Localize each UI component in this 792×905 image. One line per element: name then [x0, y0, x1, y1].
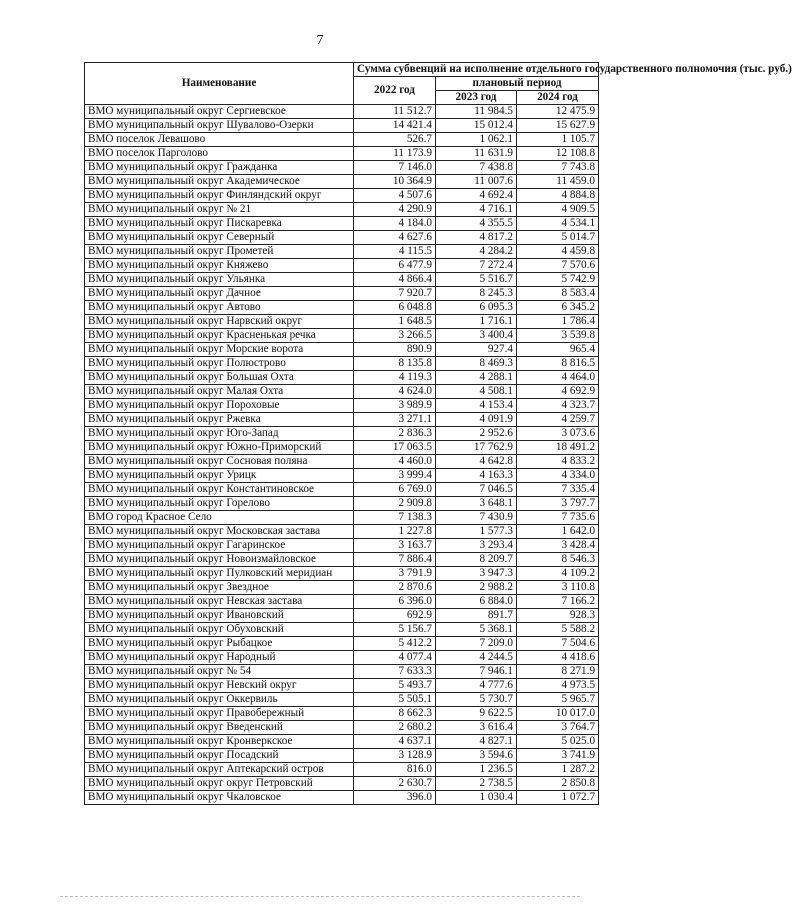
- value-2022-cell: 6 769.0: [354, 483, 436, 497]
- row-name-cell: ВМО муниципальный округ № 54: [85, 665, 354, 679]
- value-2024-cell: 4 833.2: [517, 455, 599, 469]
- row-name-cell: ВМО муниципальный округ Горелово: [85, 497, 354, 511]
- row-name-cell: ВМО поселок Парголово: [85, 147, 354, 161]
- row-name-cell: ВМО муниципальный округ Гагаринское: [85, 539, 354, 553]
- value-2024-cell: 928.3: [517, 609, 599, 623]
- value-2023-cell: 8 245.3: [436, 287, 517, 301]
- row-name-cell: ВМО муниципальный округ Новоизмайловское: [85, 553, 354, 567]
- value-2023-cell: 4 716.1: [436, 203, 517, 217]
- table-row: [85, 623, 599, 637]
- value-2024-cell: 10 017.0: [517, 707, 599, 721]
- value-2024-cell: 7 743.8: [517, 161, 599, 175]
- value-2023-cell: 15 012.4: [436, 119, 517, 133]
- value-2023-cell: 4 777.6: [436, 679, 517, 693]
- row-name-cell: ВМО муниципальный округ Оккервиль: [85, 693, 354, 707]
- value-2024-cell: 5 965.7: [517, 693, 599, 707]
- page-number: 7: [316, 33, 324, 48]
- table-row: [85, 763, 599, 777]
- row-name-cell: ВМО муниципальный округ Прометей: [85, 245, 354, 259]
- value-2024-cell: 2 850.8: [517, 777, 599, 791]
- page-bottom-edge: [60, 896, 580, 905]
- value-2023-cell: 4 692.4: [436, 189, 517, 203]
- table-row: [85, 791, 599, 805]
- value-2022-cell: 6 477.9: [354, 259, 436, 273]
- value-2022-cell: 8 135.8: [354, 357, 436, 371]
- value-2022-cell: 5 156.7: [354, 623, 436, 637]
- row-name-cell: ВМО муниципальный округ Ржевка: [85, 413, 354, 427]
- value-2024-cell: 4 534.1: [517, 217, 599, 231]
- value-2022-cell: 692.9: [354, 609, 436, 623]
- value-2022-cell: 4 637.1: [354, 735, 436, 749]
- table-row: [85, 595, 599, 609]
- value-2024-cell: 8 583.4: [517, 287, 599, 301]
- value-2022-cell: 1 648.5: [354, 315, 436, 329]
- value-2022-cell: 7 886.4: [354, 553, 436, 567]
- value-2023-cell: 7 046.5: [436, 483, 517, 497]
- table-row: [85, 525, 599, 539]
- value-2024-cell: 12 108.8: [517, 147, 599, 161]
- table-row: [85, 553, 599, 567]
- value-2024-cell: 1 786.4: [517, 315, 599, 329]
- table-row: [85, 441, 599, 455]
- value-2024-cell: 5 588.2: [517, 623, 599, 637]
- row-name-cell: ВМО город Красное Село: [85, 511, 354, 525]
- table-row: [85, 217, 599, 231]
- value-2022-cell: 5 505.1: [354, 693, 436, 707]
- table-row: [85, 175, 599, 189]
- row-name-cell: ВМО поселок Левашово: [85, 133, 354, 147]
- value-2023-cell: 4 163.3: [436, 469, 517, 483]
- table-row: [85, 203, 599, 217]
- column-header-name: Наименование: [85, 63, 354, 105]
- value-2024-cell: 1 105.7: [517, 133, 599, 147]
- row-name-cell: ВМО муниципальный округ Правобережный: [85, 707, 354, 721]
- table-body: [85, 105, 599, 805]
- value-2022-cell: 2 680.2: [354, 721, 436, 735]
- value-2023-cell: 2 952.6: [436, 427, 517, 441]
- table-row: [85, 329, 599, 343]
- value-2023-cell: 4 817.2: [436, 231, 517, 245]
- value-2024-cell: 5 025.0: [517, 735, 599, 749]
- row-name-cell: ВМО муниципальный округ Невская застава: [85, 595, 354, 609]
- value-2022-cell: 890.9: [354, 343, 436, 357]
- value-2024-cell: 4 884.8: [517, 189, 599, 203]
- value-2023-cell: 927.4: [436, 343, 517, 357]
- table-row: [85, 105, 599, 119]
- value-2023-cell: 4 288.1: [436, 371, 517, 385]
- row-name-cell: ВМО муниципальный округ Юго-Запад: [85, 427, 354, 441]
- value-2023-cell: 3 400.4: [436, 329, 517, 343]
- row-name-cell: ВМО муниципальный округ Звездное: [85, 581, 354, 595]
- table-row: [85, 119, 599, 133]
- value-2022-cell: 3 271.1: [354, 413, 436, 427]
- value-2024-cell: 4 334.0: [517, 469, 599, 483]
- value-2023-cell: 3 648.1: [436, 497, 517, 511]
- value-2023-cell: 4 642.8: [436, 455, 517, 469]
- value-2024-cell: 7 735.6: [517, 511, 599, 525]
- row-name-cell: ВМО муниципальный округ Красненькая речка: [85, 329, 354, 343]
- table-row: [85, 651, 599, 665]
- row-name-cell: ВМО муниципальный округ Урицк: [85, 469, 354, 483]
- row-name-cell: ВМО муниципальный округ Княжево: [85, 259, 354, 273]
- value-2024-cell: 3 073.6: [517, 427, 599, 441]
- value-2022-cell: 4 290.9: [354, 203, 436, 217]
- table-row: [85, 679, 599, 693]
- table-row: [85, 245, 599, 259]
- row-name-cell: ВМО муниципальный округ Московская застава: [85, 525, 354, 539]
- value-2022-cell: 10 364.9: [354, 175, 436, 189]
- value-2024-cell: 4 464.0: [517, 371, 599, 385]
- value-2024-cell: 4 323.7: [517, 399, 599, 413]
- value-2024-cell: 4 418.6: [517, 651, 599, 665]
- column-header-2022: 2022 год: [354, 77, 436, 105]
- value-2023-cell: 4 091.9: [436, 413, 517, 427]
- row-name-cell: ВМО муниципальный округ № 21: [85, 203, 354, 217]
- table-row: [85, 189, 599, 203]
- value-2024-cell: 8 816.5: [517, 357, 599, 371]
- row-name-cell: ВМО муниципальный округ Пулковский меридиан: [85, 567, 354, 581]
- row-name-cell: ВМО муниципальный округ Северный: [85, 231, 354, 245]
- value-2022-cell: 1 227.8: [354, 525, 436, 539]
- value-2023-cell: 6 095.3: [436, 301, 517, 315]
- value-2022-cell: 17 063.5: [354, 441, 436, 455]
- value-2024-cell: 1 072.7: [517, 791, 599, 805]
- value-2023-cell: 4 827.1: [436, 735, 517, 749]
- table-row: [85, 539, 599, 553]
- value-2022-cell: 396.0: [354, 791, 436, 805]
- row-name-cell: ВМО муниципальный округ Пискаревка: [85, 217, 354, 231]
- table-row: [85, 385, 599, 399]
- row-name-cell: ВМО муниципальный округ Кронверкское: [85, 735, 354, 749]
- value-2024-cell: 1 287.2: [517, 763, 599, 777]
- value-2023-cell: 8 209.7: [436, 553, 517, 567]
- value-2024-cell: 3 797.7: [517, 497, 599, 511]
- value-2024-cell: 7 335.4: [517, 483, 599, 497]
- row-name-cell: ВМО муниципальный округ Сергиевское: [85, 105, 354, 119]
- value-2022-cell: 4 460.0: [354, 455, 436, 469]
- value-2023-cell: 2 988.2: [436, 581, 517, 595]
- value-2024-cell: 15 627.9: [517, 119, 599, 133]
- row-name-cell: ВМО муниципальный округ Невский округ: [85, 679, 354, 693]
- row-name-cell: ВМО муниципальный округ Большая Охта: [85, 371, 354, 385]
- value-2022-cell: 2 909.8: [354, 497, 436, 511]
- value-2022-cell: 7 633.3: [354, 665, 436, 679]
- row-name-cell: ВМО муниципальный округ Дачное: [85, 287, 354, 301]
- value-2024-cell: 1 642.0: [517, 525, 599, 539]
- column-header-plan-period: плановый период: [436, 77, 599, 91]
- value-2023-cell: 5 516.7: [436, 273, 517, 287]
- table-row: [85, 147, 599, 161]
- value-2024-cell: 4 109.2: [517, 567, 599, 581]
- table-row: [85, 735, 599, 749]
- row-name-cell: ВМО муниципальный округ Финляндский округ: [85, 189, 354, 203]
- table-row: [85, 749, 599, 763]
- value-2022-cell: 4 866.4: [354, 273, 436, 287]
- value-2024-cell: 5 014.7: [517, 231, 599, 245]
- value-2024-cell: 3 539.8: [517, 329, 599, 343]
- row-name-cell: ВМО муниципальный округ Малая Охта: [85, 385, 354, 399]
- table-row: [85, 371, 599, 385]
- value-2023-cell: 1 062.1: [436, 133, 517, 147]
- value-2024-cell: 11 459.0: [517, 175, 599, 189]
- subsidy-table: [84, 62, 792, 805]
- value-2023-cell: 7 438.8: [436, 161, 517, 175]
- value-2022-cell: 7 920.7: [354, 287, 436, 301]
- table-row: [85, 259, 599, 273]
- row-name-cell: ВМО муниципальный округ Морские ворота: [85, 343, 354, 357]
- value-2022-cell: 11 173.9: [354, 147, 436, 161]
- value-2023-cell: 1 716.1: [436, 315, 517, 329]
- value-2022-cell: 5 493.7: [354, 679, 436, 693]
- value-2024-cell: 3 764.7: [517, 721, 599, 735]
- table-row: [85, 343, 599, 357]
- row-name-cell: ВМО муниципальный округ Гражданка: [85, 161, 354, 175]
- value-2022-cell: 3 989.9: [354, 399, 436, 413]
- value-2022-cell: 816.0: [354, 763, 436, 777]
- value-2024-cell: 5 742.9: [517, 273, 599, 287]
- value-2024-cell: 4 259.7: [517, 413, 599, 427]
- value-2024-cell: 4 459.8: [517, 245, 599, 259]
- table-row: [85, 609, 599, 623]
- table-row: [85, 161, 599, 175]
- value-2022-cell: 7 138.3: [354, 511, 436, 525]
- value-2023-cell: 7 430.9: [436, 511, 517, 525]
- column-header-2024: 2024 год: [517, 91, 599, 105]
- value-2023-cell: 1 030.4: [436, 791, 517, 805]
- value-2024-cell: 965.4: [517, 343, 599, 357]
- value-2024-cell: 12 475.9: [517, 105, 599, 119]
- value-2022-cell: 2 630.7: [354, 777, 436, 791]
- value-2023-cell: 3 616.4: [436, 721, 517, 735]
- column-header-sum: Сумма субвенций на исполнение отдельного государственного полномочия (тыс. руб.): [354, 63, 599, 77]
- value-2024-cell: 3 741.9: [517, 749, 599, 763]
- value-2024-cell: 7 504.6: [517, 637, 599, 651]
- value-2024-cell: 6 345.2: [517, 301, 599, 315]
- value-2022-cell: 4 184.0: [354, 217, 436, 231]
- value-2022-cell: 3 128.9: [354, 749, 436, 763]
- value-2023-cell: 8 469.3: [436, 357, 517, 371]
- value-2022-cell: 6 396.0: [354, 595, 436, 609]
- row-name-cell: ВМО муниципальный округ Чкаловское: [85, 791, 354, 805]
- value-2022-cell: 6 048.8: [354, 301, 436, 315]
- value-2022-cell: 8 662.3: [354, 707, 436, 721]
- row-name-cell: ВМО муниципальный округ Народный: [85, 651, 354, 665]
- value-2022-cell: 3 999.4: [354, 469, 436, 483]
- value-2023-cell: 17 762.9: [436, 441, 517, 455]
- table-row: [85, 497, 599, 511]
- value-2022-cell: 2 870.6: [354, 581, 436, 595]
- row-name-cell: ВМО муниципальный округ Посадский: [85, 749, 354, 763]
- value-2022-cell: 4 627.6: [354, 231, 436, 245]
- table-row: [85, 273, 599, 287]
- value-2023-cell: 9 622.5: [436, 707, 517, 721]
- table-row: [85, 469, 599, 483]
- row-name-cell: ВМО муниципальный округ Ивановский: [85, 609, 354, 623]
- value-2024-cell: 18 491.2: [517, 441, 599, 455]
- row-name-cell: ВМО муниципальный округ Шувалово-Озерки: [85, 119, 354, 133]
- table-row: [85, 693, 599, 707]
- value-2022-cell: 3 163.7: [354, 539, 436, 553]
- row-name-cell: ВМО муниципальный округ Полюстрово: [85, 357, 354, 371]
- value-2023-cell: 1 577.3: [436, 525, 517, 539]
- table-row: [85, 301, 599, 315]
- row-name-cell: ВМО муниципальный округ Рыбацкое: [85, 637, 354, 651]
- table-row: [85, 427, 599, 441]
- value-2022-cell: 14 421.4: [354, 119, 436, 133]
- value-2024-cell: 7 570.6: [517, 259, 599, 273]
- table-row: [85, 777, 599, 791]
- value-2023-cell: 7 946.1: [436, 665, 517, 679]
- value-2022-cell: 526.7: [354, 133, 436, 147]
- value-2024-cell: 4 909.5: [517, 203, 599, 217]
- row-name-cell: ВМО муниципальный округ округ Петровский: [85, 777, 354, 791]
- row-name-cell: ВМО муниципальный округ Константиновское: [85, 483, 354, 497]
- column-header-2023: 2023 год: [436, 91, 517, 105]
- value-2023-cell: 4 244.5: [436, 651, 517, 665]
- table-row: [85, 287, 599, 301]
- value-2023-cell: 11 631.9: [436, 147, 517, 161]
- table-row: [85, 231, 599, 245]
- table-row: [85, 511, 599, 525]
- value-2022-cell: 4 119.3: [354, 371, 436, 385]
- value-2024-cell: 8 546.3: [517, 553, 599, 567]
- value-2023-cell: 3 947.3: [436, 567, 517, 581]
- value-2023-cell: 11 984.5: [436, 105, 517, 119]
- table-row: [85, 399, 599, 413]
- value-2023-cell: 4 284.2: [436, 245, 517, 259]
- row-name-cell: ВМО муниципальный округ Нарвский округ: [85, 315, 354, 329]
- table-row: [85, 581, 599, 595]
- value-2022-cell: 4 624.0: [354, 385, 436, 399]
- row-name-cell: ВМО муниципальный округ Сосновая поляна: [85, 455, 354, 469]
- value-2022-cell: 4 507.6: [354, 189, 436, 203]
- row-name-cell: ВМО муниципальный округ Обуховский: [85, 623, 354, 637]
- table-row: [85, 721, 599, 735]
- table-header: [85, 63, 792, 105]
- table-row: [85, 637, 599, 651]
- value-2023-cell: 7 209.0: [436, 637, 517, 651]
- value-2022-cell: 11 512.7: [354, 105, 436, 119]
- value-2024-cell: 7 166.2: [517, 595, 599, 609]
- row-name-cell: ВМО муниципальный округ Южно-Приморский: [85, 441, 354, 455]
- value-2023-cell: 891.7: [436, 609, 517, 623]
- table-row: [85, 665, 599, 679]
- table-row: [85, 133, 599, 147]
- value-2024-cell: 3 110.8: [517, 581, 599, 595]
- value-2023-cell: 2 738.5: [436, 777, 517, 791]
- value-2023-cell: 3 594.6: [436, 749, 517, 763]
- value-2023-cell: 7 272.4: [436, 259, 517, 273]
- row-name-cell: ВМО муниципальный округ Ульянка: [85, 273, 354, 287]
- row-name-cell: ВМО муниципальный округ Академическое: [85, 175, 354, 189]
- value-2023-cell: 4 153.4: [436, 399, 517, 413]
- table-row: [85, 357, 599, 371]
- row-name-cell: ВМО муниципальный округ Введенский: [85, 721, 354, 735]
- value-2023-cell: 5 368.1: [436, 623, 517, 637]
- table-row: [85, 315, 599, 329]
- row-name-cell: ВМО муниципальный округ Пороховые: [85, 399, 354, 413]
- table-row: [85, 455, 599, 469]
- value-2023-cell: 1 236.5: [436, 763, 517, 777]
- value-2022-cell: 3 791.9: [354, 567, 436, 581]
- row-name-cell: ВМО муниципальный округ Автово: [85, 301, 354, 315]
- value-2022-cell: 3 266.5: [354, 329, 436, 343]
- value-2022-cell: 4 077.4: [354, 651, 436, 665]
- value-2022-cell: 2 836.3: [354, 427, 436, 441]
- value-2023-cell: 5 730.7: [436, 693, 517, 707]
- value-2023-cell: 11 007.6: [436, 175, 517, 189]
- table-row: [85, 567, 599, 581]
- value-2022-cell: 4 115.5: [354, 245, 436, 259]
- value-2024-cell: 4 692.9: [517, 385, 599, 399]
- value-2023-cell: 3 293.4: [436, 539, 517, 553]
- table-row: [85, 707, 599, 721]
- value-2024-cell: 8 271.9: [517, 665, 599, 679]
- table-row: [85, 413, 599, 427]
- value-2022-cell: 7 146.0: [354, 161, 436, 175]
- value-2023-cell: 4 508.1: [436, 385, 517, 399]
- table-row: [85, 483, 599, 497]
- row-name-cell: ВМО муниципальный округ Аптекарский остров: [85, 763, 354, 777]
- value-2024-cell: 4 973.5: [517, 679, 599, 693]
- value-2022-cell: 5 412.2: [354, 637, 436, 651]
- value-2023-cell: 6 884.0: [436, 595, 517, 609]
- value-2024-cell: 3 428.4: [517, 539, 599, 553]
- value-2023-cell: 4 355.5: [436, 217, 517, 231]
